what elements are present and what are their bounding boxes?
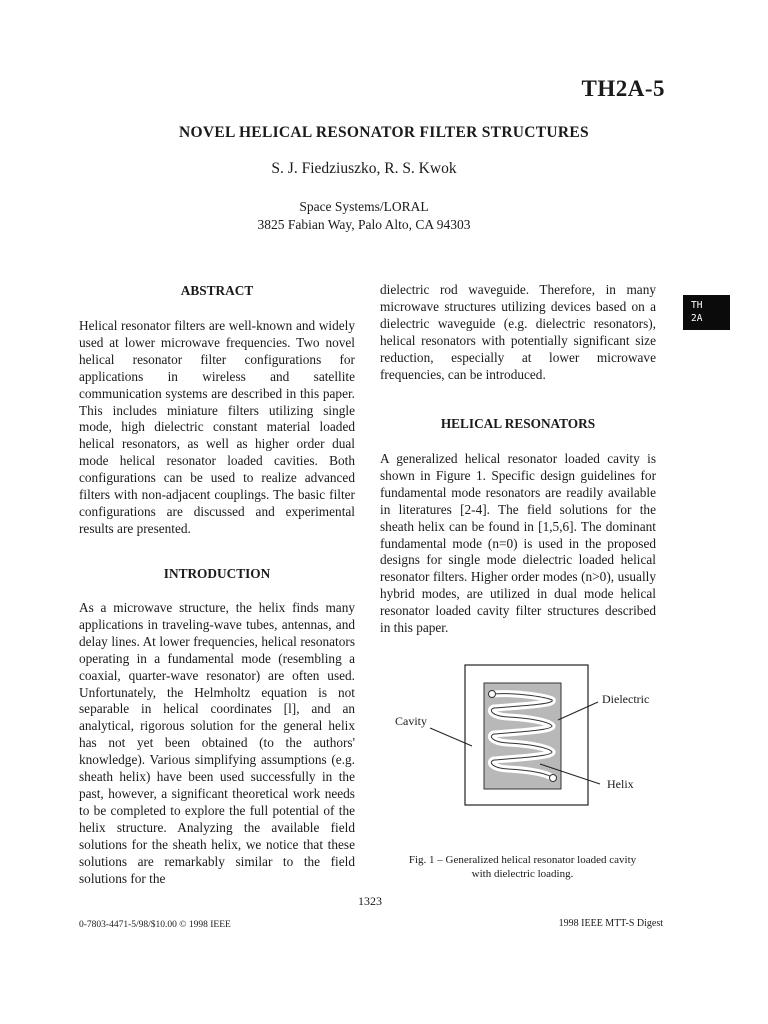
- page-number: 1323: [358, 894, 382, 908]
- session-badge-line2: 2A: [691, 313, 703, 324]
- abstract-heading: ABSTRACT: [180, 283, 254, 298]
- paper-code: TH2A-5: [581, 76, 665, 101]
- caption-line-2: with dielectric loading.: [471, 868, 574, 880]
- caption-line-1: Fig. 1 – Generalized helical resonator loaded cavity: [408, 854, 637, 866]
- helical-resonators-text: A generalized helical resonator loaded cavity is shown in Figure 1. Specific design guidelines for fundamental mode resonators are readily available in literatures [2-4]. The field solutions for the sheath helix can be found in [1,5,6]. The dominant fundamental mode (n=0) is used in the proposed designs for single mode dielectric loaded helical resonator filters. Higher order modes (n>0), usually hybrid modes, are utilized in dual mode helical resonator loaded cavity filter structures described in this paper.: [380, 451, 656, 636]
- introduction-continued-text: dielectric rod waveguide. Therefore, in many microwave structures utilizing devices based on a dielectric waveguide (e.g. dielectric resonators), helical resonators with potentially significant size reduction, especially at lower microwave frequencies, can be introduced.: [380, 282, 656, 382]
- helix-end-top: [489, 691, 496, 698]
- abstract-text: Helical resonator filters are well-known and widely used at lower microwave frequencies. Two novel helical resonator filter configurations for applications in wireless and satellite communication systems are described in this paper. This includes miniature filters utilizing single mode, high dielectric constant material loaded helical resonators, as well as higher order dual mode helical resonator loaded cavities. Both configurations can be used to realize advanced filters with non-adjacent couplings. The basic filter configurations are discussed and experimental results are presented.: [79, 318, 355, 536]
- helical-resonators-heading: HELICAL RESONATORS: [440, 416, 596, 431]
- introduction-continued-body: [380, 282, 656, 383]
- abstract-body: [79, 318, 355, 538]
- session-badge-line1: TH: [691, 300, 703, 311]
- session-badge: [683, 295, 730, 330]
- helical-resonators-body: [380, 451, 656, 637]
- introduction-body: [79, 600, 355, 887]
- label-cavity: Cavity: [395, 714, 427, 728]
- introduction-heading: INTRODUCTION: [163, 566, 271, 581]
- affiliation-address: 3825 Fabian Way, Palo Alto, CA 94303: [257, 217, 471, 232]
- footer-journal: 1998 IEEE MTT-S Digest: [558, 918, 663, 929]
- label-dielectric: Dielectric: [602, 692, 650, 706]
- paper-title: NOVEL HELICAL RESONATOR FILTER STRUCTURES: [179, 124, 589, 141]
- paper-authors: S. J. Fiedziuszko, R. S. Kwok: [271, 160, 457, 177]
- footer-copyright: 0-7803-4471-5/98/$10.00 © 1998 IEEE: [79, 920, 231, 930]
- label-helix: Helix: [607, 777, 634, 791]
- figure-1-caption: [380, 853, 665, 881]
- helix-end-bottom: [550, 775, 557, 782]
- affiliation-org: Space Systems/LORAL: [299, 199, 429, 214]
- introduction-text: As a microwave structure, the helix finds many applications in traveling-wave tubes, antennas, and delay lines. At lower frequencies, helical resonators operating in a fundamental mode (resembling a coaxial, quarter-wave resonator) are often used. Unfortunately, the Helmholtz equation is not separable in helical coordinates [l], and an analytical, rigorous solution for the general helix has not yet been obtained (to the authors' knowledge). Various simplifying assumptions (e.g. sheath helix) have been used successfully in the past, however, a significant theoretical work needs to be completed to explore the full potential of the helix structure. Analyzing the available field solutions for the sheath helix, we notice that these solutions are remarkably similar to the field solutions for the: [79, 600, 355, 886]
- figure-1-diagram: [380, 660, 670, 810]
